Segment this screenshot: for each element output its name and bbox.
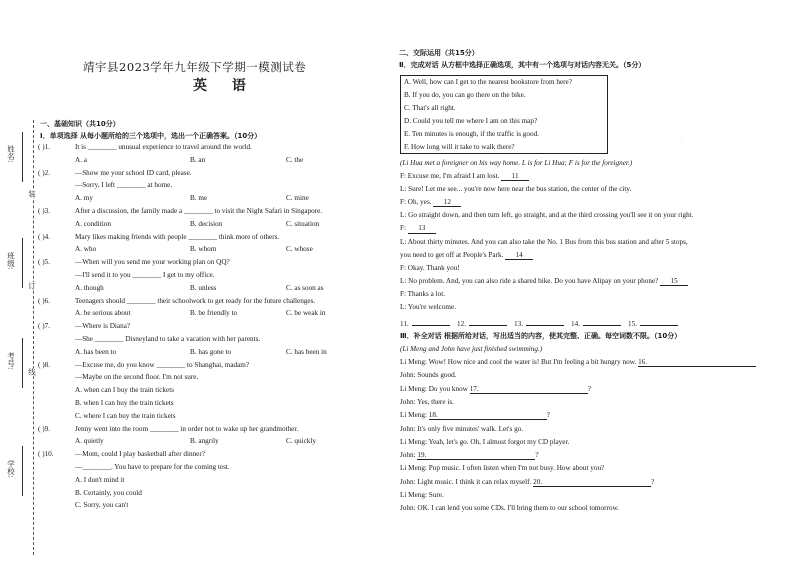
question-number[interactable]: ( )3. bbox=[38, 207, 50, 215]
question-stem: —Show me your school ID card, please. bbox=[75, 168, 192, 177]
answer-slot-line[interactable] bbox=[469, 319, 507, 326]
dialogue-line bbox=[400, 252, 533, 260]
options-box bbox=[400, 75, 608, 154]
binding-mark-2: 订 bbox=[27, 282, 37, 290]
option-b[interactable]: B. angrily bbox=[190, 437, 219, 446]
dialogue-text: John: Sounds good. bbox=[400, 371, 457, 380]
answer-slot-label: 15. bbox=[628, 320, 637, 328]
dialogue-text: L: Sure! Let me see... you're now here near the bus station, the center of the city. bbox=[400, 185, 632, 194]
option-a[interactable]: A. be serious about bbox=[75, 309, 131, 318]
dialogue-line bbox=[400, 212, 694, 219]
question-number[interactable]: ( )4. bbox=[38, 232, 50, 241]
answer-slot-label: 11. bbox=[400, 320, 409, 328]
option-a[interactable]: A. has been to bbox=[75, 347, 117, 356]
dialogue-line bbox=[400, 359, 756, 367]
answer-slot[interactable] bbox=[628, 319, 678, 328]
option-c[interactable]: C. be weak in bbox=[286, 309, 326, 318]
option-c[interactable]: C. whose bbox=[286, 245, 313, 254]
exam-number-line bbox=[22, 338, 23, 388]
answer-slot[interactable] bbox=[571, 319, 621, 328]
dialogue-line bbox=[400, 479, 654, 487]
part1-instruction: Ⅰ．单项选择 从每小题所给的三个选项中，选出一个正确答案。（10分） bbox=[40, 132, 262, 140]
dialogue-a-intro: (Li Hua met a foreigner on his way home. L is for Li Hua; F is for the foreigner.) bbox=[400, 159, 633, 167]
dialogue-line bbox=[400, 386, 591, 394]
dialogue-line bbox=[400, 452, 539, 460]
dialogue-line bbox=[400, 412, 550, 420]
dialogue-text: F: Thanks a lot. bbox=[400, 289, 445, 298]
option-b[interactable]: B. Certainly, you could bbox=[75, 488, 142, 497]
option-b[interactable]: B. when I can buy the train tickets bbox=[75, 399, 174, 407]
option-c[interactable]: C. mine bbox=[286, 194, 309, 203]
option-a[interactable]: A. though bbox=[75, 283, 104, 292]
answer-blank[interactable]: 16. bbox=[638, 359, 756, 367]
answer-slot-line[interactable] bbox=[583, 319, 621, 326]
dialogue-line bbox=[400, 492, 444, 499]
dialogue-text: L: No problem. And, you can also ride a shared bike. Do you have Alipay on your phone? bbox=[400, 276, 659, 285]
name-line bbox=[22, 132, 23, 182]
dialogue-text: Li Meng: Sure. bbox=[400, 491, 444, 499]
box-option-d: D. Could you tell me where I am on this map? bbox=[404, 117, 538, 125]
answer-blank[interactable]: 19. bbox=[417, 452, 535, 460]
question-stem: Mary likes making friends with people ________ think more of others. bbox=[75, 232, 280, 241]
option-a[interactable]: A. who bbox=[75, 245, 97, 254]
dialogue-line bbox=[400, 465, 604, 472]
dialogue-line bbox=[400, 439, 569, 446]
option-b[interactable]: B. whom bbox=[190, 245, 217, 254]
option-c[interactable]: C. situation bbox=[286, 219, 320, 228]
answer-blank[interactable]: 11 bbox=[501, 173, 529, 181]
bleed-mark: · bbox=[680, 139, 683, 146]
question-number[interactable]: ( )7. bbox=[38, 322, 50, 331]
dialogue-text: F: Excuse me, I'm afraid I am lost. bbox=[400, 172, 500, 180]
answer-slot[interactable] bbox=[457, 319, 507, 328]
question-stem: Jenny went into the room ________ in order not to wake up her grandmother. bbox=[75, 424, 299, 433]
dialogue-text: Li Meng: Do you know bbox=[400, 384, 468, 393]
school-label: 学校: bbox=[6, 460, 16, 478]
class-line bbox=[22, 238, 23, 288]
dialogue-line bbox=[400, 426, 523, 433]
option-a[interactable]: A. my bbox=[75, 194, 93, 203]
question-number[interactable]: ( )9. bbox=[38, 424, 50, 433]
dialogue-line bbox=[400, 199, 461, 207]
answer-slot-label: 12. bbox=[457, 320, 466, 328]
answer-blank[interactable]: 14 bbox=[505, 252, 533, 260]
option-c[interactable]: C. where I can buy the train tickets bbox=[75, 411, 176, 420]
name-label: 姓名: bbox=[6, 145, 16, 163]
dialogue-line bbox=[400, 239, 688, 246]
answer-blank[interactable]: 20. bbox=[533, 479, 651, 487]
option-c[interactable]: C. Sorry, you can't bbox=[75, 501, 129, 510]
question-number[interactable]: ( )2. bbox=[38, 168, 50, 177]
question-number[interactable]: ( )8. bbox=[38, 360, 50, 369]
option-b[interactable]: B. unless bbox=[190, 283, 217, 292]
dialogue-text: F: Okay. Thank you! bbox=[400, 263, 460, 272]
subject-title: 英 语 bbox=[193, 78, 256, 94]
option-c[interactable]: C. has been in bbox=[286, 347, 327, 356]
box-option-b: B. If you do, you can go there on the bike. bbox=[404, 91, 526, 99]
question-number[interactable]: ( )5. bbox=[38, 258, 50, 267]
dialogue-text: John: It's only five minutes' walk. Let's go. bbox=[400, 424, 524, 433]
dialogue-text: John: Light music. I think it can relax myself. bbox=[400, 477, 532, 486]
box-option-a: A. Well, how can I get to the nearest bookstore from here? bbox=[404, 78, 572, 86]
dialogue-punct: ? bbox=[535, 451, 539, 460]
dialogue-line bbox=[400, 304, 456, 311]
answer-slot-line[interactable] bbox=[526, 319, 564, 326]
binding-line bbox=[33, 120, 34, 555]
dialogue-line bbox=[400, 186, 631, 193]
part2-heading: 二、交际运用（共15分） bbox=[399, 49, 479, 57]
answer-slot[interactable] bbox=[400, 319, 450, 328]
dialogue-punct: ? bbox=[546, 411, 550, 420]
option-b[interactable]: B. me bbox=[190, 194, 208, 203]
option-a[interactable]: A. quietly bbox=[75, 437, 104, 446]
part1-heading: 一、基础知识（共10分） bbox=[40, 120, 120, 128]
option-a[interactable]: A. when can I buy the train tickets bbox=[75, 386, 174, 395]
answer-blank[interactable]: 17. bbox=[470, 386, 588, 394]
answer-slot-line[interactable] bbox=[640, 319, 678, 326]
answer-blank[interactable]: 12 bbox=[433, 199, 461, 207]
answer-slot-label: 13. bbox=[514, 320, 523, 328]
question-stem: It is ________ unusual experience to travel around the world. bbox=[75, 143, 252, 151]
dialogue-text: Li Meng: Yeah, let's go. Oh, I almost forgot my CD player. bbox=[400, 437, 570, 446]
dialogue-line bbox=[400, 278, 688, 286]
box-option-e: E. Ten minutes is enough, if the traffic is good. bbox=[404, 130, 539, 138]
dialogue-text: F: bbox=[400, 224, 406, 233]
question-stem-reply: —I'll send it to you ________ I get to my office. bbox=[75, 271, 215, 279]
dialogue-text: Li Meng: bbox=[400, 411, 427, 420]
binding-mark-3: 线 bbox=[27, 368, 37, 376]
class-label: 班级: bbox=[6, 252, 16, 270]
option-b[interactable]: B. decision bbox=[190, 219, 223, 228]
answer-blank[interactable]: 18. bbox=[429, 412, 547, 420]
dialogue-line bbox=[400, 399, 454, 406]
dialogue-text: John: Yes, there is. bbox=[400, 397, 454, 406]
dialogue-punct: ? bbox=[651, 477, 655, 486]
option-b[interactable]: B. an bbox=[190, 155, 206, 164]
question-stem-reply: —Sorry, I left ________ at home. bbox=[75, 181, 173, 190]
exam-title: 靖宇县2023学年九年级下学期一模测试卷 bbox=[83, 60, 307, 74]
dialogue-line bbox=[400, 225, 436, 233]
dialogue-text: Li Meng: Pop music. I often listen when I'm not busy. How about you? bbox=[400, 464, 605, 473]
dialogue-line bbox=[400, 173, 529, 181]
dialogue-punct: ? bbox=[587, 384, 591, 393]
question-stem: After a discussion, the family made a ________ to visit the Night Safari in Singapore. bbox=[75, 207, 323, 215]
question-number[interactable]: ( )1. bbox=[38, 143, 50, 151]
binding-mark-1: 装 bbox=[27, 190, 37, 198]
option-c[interactable]: C. the bbox=[286, 155, 304, 164]
dialogue-text: F: Oh, yes. bbox=[400, 198, 432, 207]
answer-slot[interactable] bbox=[514, 319, 564, 328]
dialogue-text: John: OK. I can lend you some CDs. I'll bring them to our school tomorrow. bbox=[400, 504, 620, 513]
option-a[interactable]: A. I don't mind it bbox=[75, 475, 125, 484]
dialogue-line bbox=[400, 291, 445, 298]
question-stem: —Where is Diana? bbox=[75, 322, 131, 331]
dialogue-b-intro: (Li Meng and John have just finished swimming.) bbox=[400, 345, 543, 353]
dialogue-line bbox=[400, 505, 619, 512]
dialogue-text: L: Go straight down, and then turn left, go straight, and at the third crossing you'll see it on your right. bbox=[400, 211, 694, 220]
question-stem-reply: —________. You have to prepare for the coming test. bbox=[75, 463, 230, 471]
part2-instruction-b: Ⅲ．补全对话 根据所给对话，写出适当的内容，使其完整、正确。每空词数不限。（10分） bbox=[400, 332, 682, 340]
dialogue-line bbox=[400, 372, 457, 379]
question-number[interactable]: ( )10. bbox=[38, 450, 54, 459]
question-stem-reply: —She ________ Disneyland to take a vacation with her parents. bbox=[75, 335, 261, 343]
school-line bbox=[22, 446, 23, 496]
dialogue-text: L: About thirty minutes. And you can also take the No. 1 Bus from this bus station and after 5 stops, bbox=[400, 237, 688, 246]
box-option-f: F. How long will it take to walk there? bbox=[404, 143, 515, 151]
question-number[interactable]: ( )6. bbox=[38, 296, 50, 305]
question-stem-reply: —Maybe on the second floor. I'm not sure. bbox=[75, 373, 199, 382]
part2-instruction-a: Ⅱ．完成对话 从方框中选择正确选项，其中有一个选项与对话内容无关。（5分） bbox=[399, 61, 646, 69]
exam-number-label: 考号: bbox=[6, 352, 16, 370]
option-a[interactable]: A. a bbox=[75, 155, 87, 164]
question-stem: —Mom, could I play basketball after dinner? bbox=[75, 450, 205, 459]
dialogue-text: John: bbox=[400, 451, 416, 460]
option-c[interactable]: C. quickly bbox=[286, 437, 316, 446]
answer-slot-label: 14. bbox=[571, 320, 580, 328]
answer-blank[interactable]: 15 bbox=[660, 278, 688, 286]
box-option-c: C. That's all right. bbox=[404, 104, 456, 112]
dialogue-text: L: You're welcome. bbox=[400, 303, 456, 311]
question-stem: Teenagers should ________ their schoolwork to get ready for the future challenges. bbox=[75, 296, 316, 305]
answer-slot-line[interactable] bbox=[412, 319, 450, 326]
dialogue-text: Li Meng: Wow! How nice and cool the water is! But I'm feeling a bit hungry now. bbox=[400, 358, 637, 366]
question-stem: —Excuse me, do you know ________ to Shanghai, madam? bbox=[75, 360, 250, 369]
dialogue-text: you need to get off at People's Park. bbox=[400, 250, 504, 259]
option-c[interactable]: C. as soon as bbox=[286, 283, 324, 292]
dialogue-line bbox=[400, 265, 460, 272]
option-b[interactable]: B. be friendly to bbox=[190, 309, 238, 318]
answer-blank[interactable]: 13 bbox=[408, 225, 436, 233]
option-a[interactable]: A. condition bbox=[75, 219, 111, 228]
question-stem: —When will you send me your working plan on QQ? bbox=[75, 258, 230, 267]
option-b[interactable]: B. has gone to bbox=[190, 347, 232, 356]
